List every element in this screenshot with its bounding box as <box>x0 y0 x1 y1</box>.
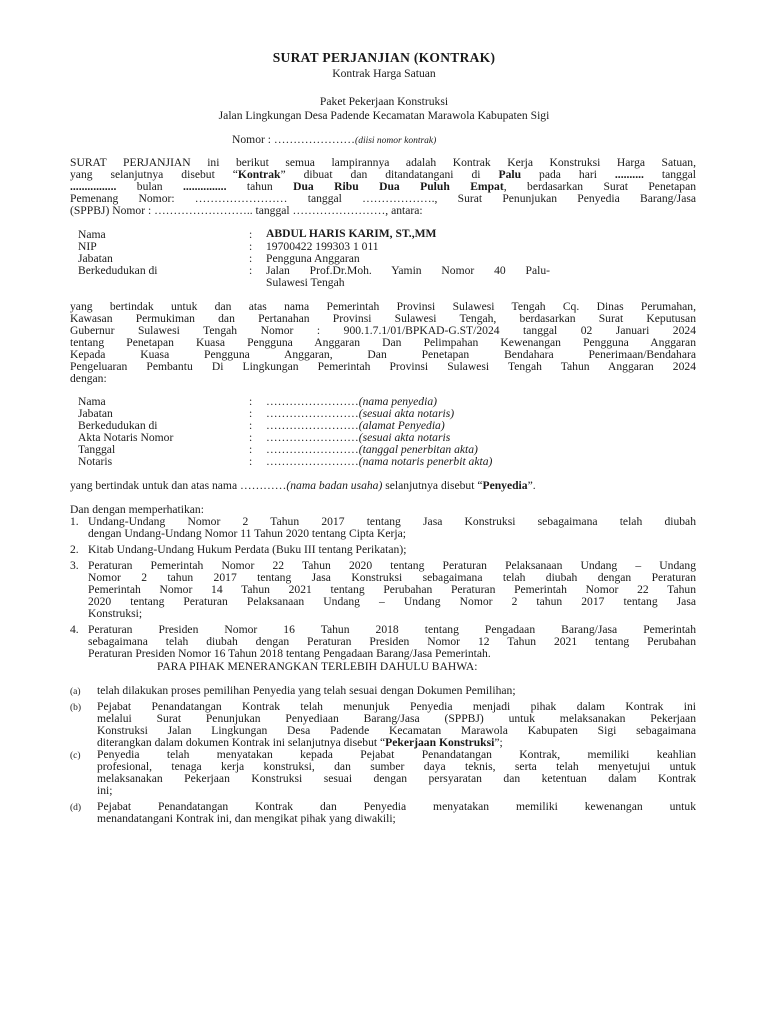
field-hint: (tanggal penerbitan akta) <box>358 443 478 456</box>
intro-kontrak: Kontrak <box>237 168 281 181</box>
intro-text: tanggal <box>643 168 696 181</box>
acting2-text: selanjutnya disebut “ <box>382 479 483 492</box>
party1-nip: 19700422 199303 1 011 <box>266 240 379 253</box>
intro-line-5: (SPPBJ) Nomor : …………………….. tanggal ……………………, antara: <box>70 204 423 217</box>
recital-line: Pejabat Penandatangan Kontrak telah menunjuk Penyedia menjadi pihak dalam Kontrak ini <box>97 700 696 713</box>
intro-date-blank: ................ <box>70 180 117 193</box>
party1-position: Pengguna Anggaran <box>266 252 360 265</box>
intro-place: Palu <box>498 168 522 181</box>
recital-line: Pejabat Penandatangan Kontrak dan Penyedia menyatakan memiliki kewenangan untuk <box>97 800 696 813</box>
recital-line: Penyedia telah menyatakan kepada Pejabat Penandatangan Kontrak, memiliki keahlian <box>97 748 696 761</box>
acting1-line: tentang Penetapan Kuasa Pengguna Anggaran Dan Pelimpahan Kewenangan Pengguna Anggaran <box>70 336 696 349</box>
document-subtitle: Kontrak Harga Satuan <box>332 67 436 80</box>
field-hint: (alamat Penyedia) <box>358 419 445 432</box>
item-line: sebagaimana telah diubah dengan Peraturan Presiden Nomor 12 Tahun 2021 tentang Perubahan <box>88 635 696 648</box>
intro-line-1: SURAT PERJANJIAN ini berikut semua lampirannya adalah Kontrak Kerja Konstruksi Harga Satuan, <box>70 156 696 169</box>
party2-value <box>266 456 492 468</box>
recital-text: diterangkan dalam dokumen Kontrak ini selanjutnya disebut “ <box>97 736 386 749</box>
acting2-hint: (nama badan usaha) <box>286 479 383 492</box>
recital-line: telah dilakukan proses pemilihan Penyedia yang telah sesuai dengan Dokumen Pemilihan; <box>97 684 516 697</box>
recital-line: menandatangani Kontrak ini, dan mengikat pihak yang diwakili; <box>97 812 396 825</box>
party1-label: Jabatan <box>78 252 113 265</box>
party1-colon: : <box>249 240 253 253</box>
blank-dots: …………………… <box>266 407 359 420</box>
blank-dots: …………………… <box>266 419 359 432</box>
acting1-line: Gubernur Sulawesi Tengah Nomor : 900.1.7.1/01/BPKAD-G.ST/2024 tanggal 02 Januari 2024 <box>70 324 696 337</box>
intro-year: Dua Ribu Dua Puluh Empat <box>293 180 504 193</box>
field-hint: (nama penyedia) <box>358 395 437 408</box>
party1-colon: : <box>249 228 253 241</box>
party2-label: Berkedudukan di <box>78 419 158 432</box>
blank-dots: …………………… <box>266 443 359 456</box>
party1-address-cont: Sulawesi Tengah <box>266 276 345 289</box>
party1-colon: : <box>249 252 253 265</box>
intro-text: tahun <box>226 180 294 193</box>
recital-letter: (a) <box>70 687 81 697</box>
intro-day-blank: .......... <box>614 168 644 181</box>
item-number: 1. <box>70 515 79 528</box>
party2-colon: : <box>249 419 253 432</box>
recital-term: Pekerjaan Konstruksi <box>385 736 495 749</box>
recital-line: melaksanakan Pekerjaan Konstruksi sesuai dengan persyaratan dan ketentuan dalam Kontrak <box>97 772 696 785</box>
acting1-line: Pengeluaran Pembantu Di Lingkungan Pemerintah Provinsi Sulawesi Tengah Tahun Anggaran 2024 <box>70 360 696 373</box>
party2-colon: : <box>249 395 253 408</box>
considering-intro: Dan dengan memperhatikan: <box>70 503 204 516</box>
party1-label: Nama <box>78 228 106 241</box>
party1-address: Jalan Prof.Dr.Moh. Yamin Nomor 40 Palu- <box>266 264 550 277</box>
contract-number <box>232 134 436 147</box>
party2-label: Tanggal <box>78 443 116 456</box>
acting2-penyedia: Penyedia <box>482 479 528 492</box>
party1-name: ABDUL HARIS KARIM, ST.,MM <box>266 227 437 240</box>
acting1-line: yang bertindak untuk dan atas nama Pemerintah Provinsi Sulawesi Tengah Cq. Dinas Perumahan, <box>70 300 696 313</box>
blank-dots: …………………… <box>266 455 359 468</box>
item-line: Peraturan Presiden Nomor 16 Tahun 2018 tentang Pengadaan Barang/Jasa Pemerintah. <box>88 647 491 660</box>
package-label: Paket Pekerjaan Konstruksi <box>319 95 449 108</box>
item-number: 3. <box>70 559 79 572</box>
intro-text: ” dibuat dan ditandatangani di <box>280 168 499 181</box>
acting2-text: yang bertindak untuk dan atas nama ………… <box>70 479 287 492</box>
item-line: Nomor 2 tahun 2017 tentang Jasa Konstruksi sebagaimana telah diubah dengan Peraturan <box>88 571 696 584</box>
recital-line: melalui Surat Penunjukan Penyediaan Barang/Jasa (SPPBJ) untuk melaksanakan Pekerjaan <box>97 712 696 725</box>
acting1-last: dengan: <box>70 372 107 385</box>
party2-label: Jabatan <box>78 407 113 420</box>
contract-number-prefix: Nomor : ………………… <box>232 133 356 146</box>
party1-colon: : <box>249 264 253 277</box>
parties-heading: PARA PIHAK MENERANGKAN TERLEBIH DAHULU BAHWA: <box>157 660 478 673</box>
recital-letter: (c) <box>70 751 81 761</box>
recital-letter: (b) <box>70 703 82 713</box>
package-name: Jalan Lingkungan Desa Padende Kecamatan Marawola Kabupaten Sigi <box>218 109 550 122</box>
acting1-line: Kepada Kuasa Pengguna Anggaran, Dan Penetapan Bendahara Penerimaan/Bendahara <box>70 348 696 361</box>
item-line: Undang-Undang Nomor 2 Tahun 2017 tentang Jasa Konstruksi sebagaimana telah diubah <box>88 515 696 528</box>
party2-colon: : <box>249 455 253 468</box>
document-title: SURAT PERJANJIAN (KONTRAK) <box>272 50 496 65</box>
party2-colon: : <box>249 443 253 456</box>
field-hint: (sesuai akta notaris) <box>358 407 455 420</box>
contract-number-hint: (diisi nomor kontrak) <box>355 136 437 146</box>
intro-text: pada hari <box>521 168 615 181</box>
party2-label: Notaris <box>78 455 113 468</box>
party2-colon: : <box>249 407 253 420</box>
acting2-text: ”. <box>527 479 536 492</box>
intro-text: , berdasarkan Surat Penetapan <box>503 180 697 193</box>
party2-label: Nama <box>78 395 106 408</box>
acting2-line <box>70 480 536 492</box>
item-line: Pemerintah Nomor 14 Tahun 2021 tentang Perubahan Peraturan Pemerintah Nomor 22 Tahun <box>88 583 696 596</box>
intro-text: bulan <box>116 180 183 193</box>
item-line: 2020 tentang Peraturan Pelaksanaan Undang – Undang Nomor 2 tahun 2017 tentang Jasa <box>88 595 696 608</box>
item-line: Konstruksi; <box>88 607 143 620</box>
item-line: Kitab Undang-Undang Hukum Perdata (Buku III tentang Perikatan); <box>88 543 407 556</box>
recital-letter: (d) <box>70 803 82 813</box>
acting1-line: Kawasan Permukiman dan Pertanahan Provinsi Sulawesi Tengah, berdasarkan Surat Keputusan <box>70 312 696 325</box>
item-number: 4. <box>70 623 79 636</box>
party1-label: NIP <box>78 240 97 253</box>
blank-dots: …………………… <box>266 395 359 408</box>
intro-month-blank: ............... <box>183 180 227 193</box>
intro-text: yang selanjutnya disebut “ <box>70 168 238 181</box>
item-line: dengan Undang-Undang Nomor 11 Tahun 2020 tentang Cipta Kerja; <box>88 527 406 540</box>
recital-line: Konstruksi Jalan Lingkungan Desa Padende Kecamatan Marawola Kabupaten Sigi sebagaimana <box>97 724 696 737</box>
item-line: Peraturan Pemerintah Nomor 22 Tahun 2020 tentang Peraturan Pelaksanaan Undang – Undang <box>88 559 696 572</box>
recital-line: profesional, tenaga kerja konstruksi, dan sumber daya teknis, serta telah menyetujui untuk <box>97 760 696 773</box>
party1-label: Berkedudukan di <box>78 264 158 277</box>
field-hint: (sesuai akta notaris <box>358 431 451 444</box>
party2-label: Akta Notaris Nomor <box>78 431 174 444</box>
item-number: 2. <box>70 543 79 556</box>
party2-colon: : <box>249 431 253 444</box>
item-line: Peraturan Presiden Nomor 16 Tahun 2018 tentang Pengadaan Barang/Jasa Pemerintah <box>88 623 696 636</box>
recital-line: ini; <box>97 784 113 797</box>
intro-line-4: Pemenang Nomor: …………………… tanggal ………………., Surat Penunjukan Penyedia Barang/Jasa <box>70 192 696 205</box>
field-hint: (nama notaris penerbit akta) <box>358 455 493 468</box>
recital-text: ”; <box>494 736 503 749</box>
blank-dots: …………………… <box>266 431 359 444</box>
